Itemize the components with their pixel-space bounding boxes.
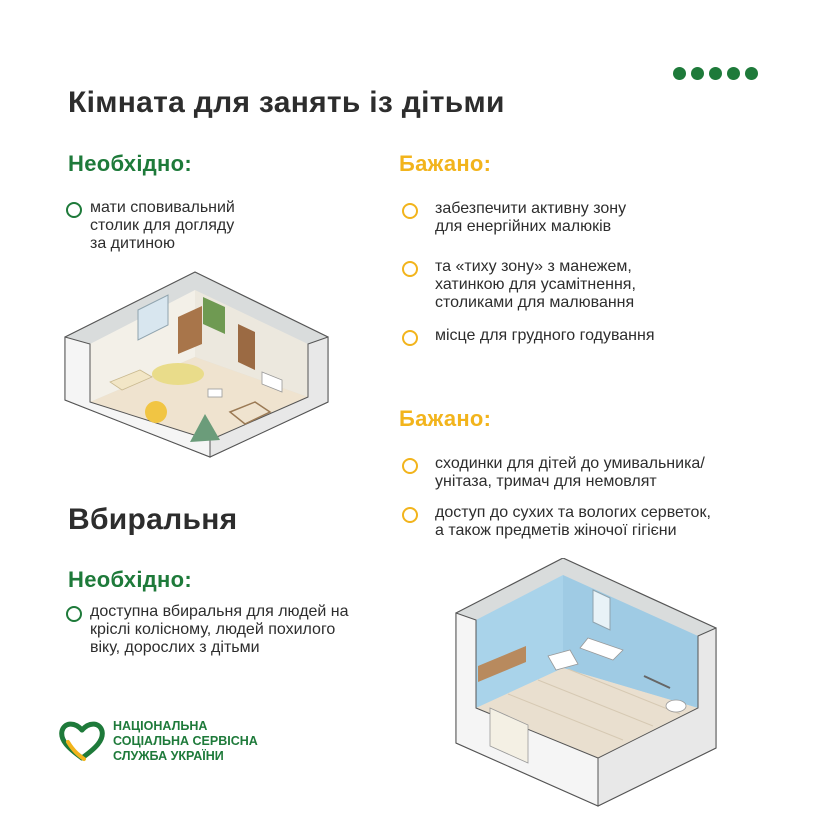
page-dot xyxy=(673,67,686,80)
circle-bullet-icon xyxy=(402,507,418,523)
logo-text: НАЦІОНАЛЬНА СОЦІАЛЬНА СЕРВІСНА СЛУЖБА УКРАЇНИ xyxy=(113,719,258,763)
room1-desired-item xyxy=(402,327,742,346)
room1-desired-item xyxy=(402,200,742,236)
page-dot xyxy=(691,67,704,80)
playroom-illustration xyxy=(60,262,335,462)
page-dot xyxy=(709,67,722,80)
page-indicator xyxy=(673,67,758,80)
circle-bullet-icon xyxy=(402,458,418,474)
page-dot xyxy=(745,67,758,80)
room1-required-heading: Необхідно: xyxy=(68,151,192,176)
circle-bullet-icon xyxy=(66,202,82,218)
room1-desired-heading: Бажано: xyxy=(399,151,492,176)
circle-bullet-icon xyxy=(402,203,418,219)
item-text: мати сповивальний столик для догляду за дитиною xyxy=(90,199,235,252)
bathroom-illustration xyxy=(448,558,723,810)
room2-title: Вбиральня xyxy=(68,503,238,536)
item-text: забезпечити активну зону для енергійних малюків xyxy=(435,200,627,235)
room2-required-item xyxy=(66,603,406,657)
item-text: доступ до сухих та вологих серветок, а також предметів жіночої гігієни xyxy=(435,504,711,539)
item-text: місце для грудного годування xyxy=(435,327,655,344)
circle-bullet-icon xyxy=(66,606,82,622)
room1-desired-item xyxy=(402,258,742,312)
room1-title: Кімната для занять із дітьми xyxy=(68,86,505,119)
room1-required-item xyxy=(66,199,346,253)
room2-desired-item xyxy=(402,504,772,540)
room2-desired-item xyxy=(402,455,772,491)
heart-logo-icon xyxy=(58,718,106,762)
item-text: сходинки для дітей до умивальника/ унітаза, тримач для немовлят xyxy=(435,455,705,490)
circle-bullet-icon xyxy=(402,330,418,346)
circle-bullet-icon xyxy=(402,261,418,277)
item-text: доступна вбиральня для людей на кріслі колісному, людей похилого віку, дорослих з дітьми xyxy=(90,603,349,656)
room2-required-heading: Необхідно: xyxy=(68,567,192,592)
room2-desired-heading: Бажано: xyxy=(399,406,492,431)
item-text: та «тиху зону» з манежем, хатинкою для усамітнення, столиками для малювання xyxy=(435,258,636,311)
page-dot xyxy=(727,67,740,80)
